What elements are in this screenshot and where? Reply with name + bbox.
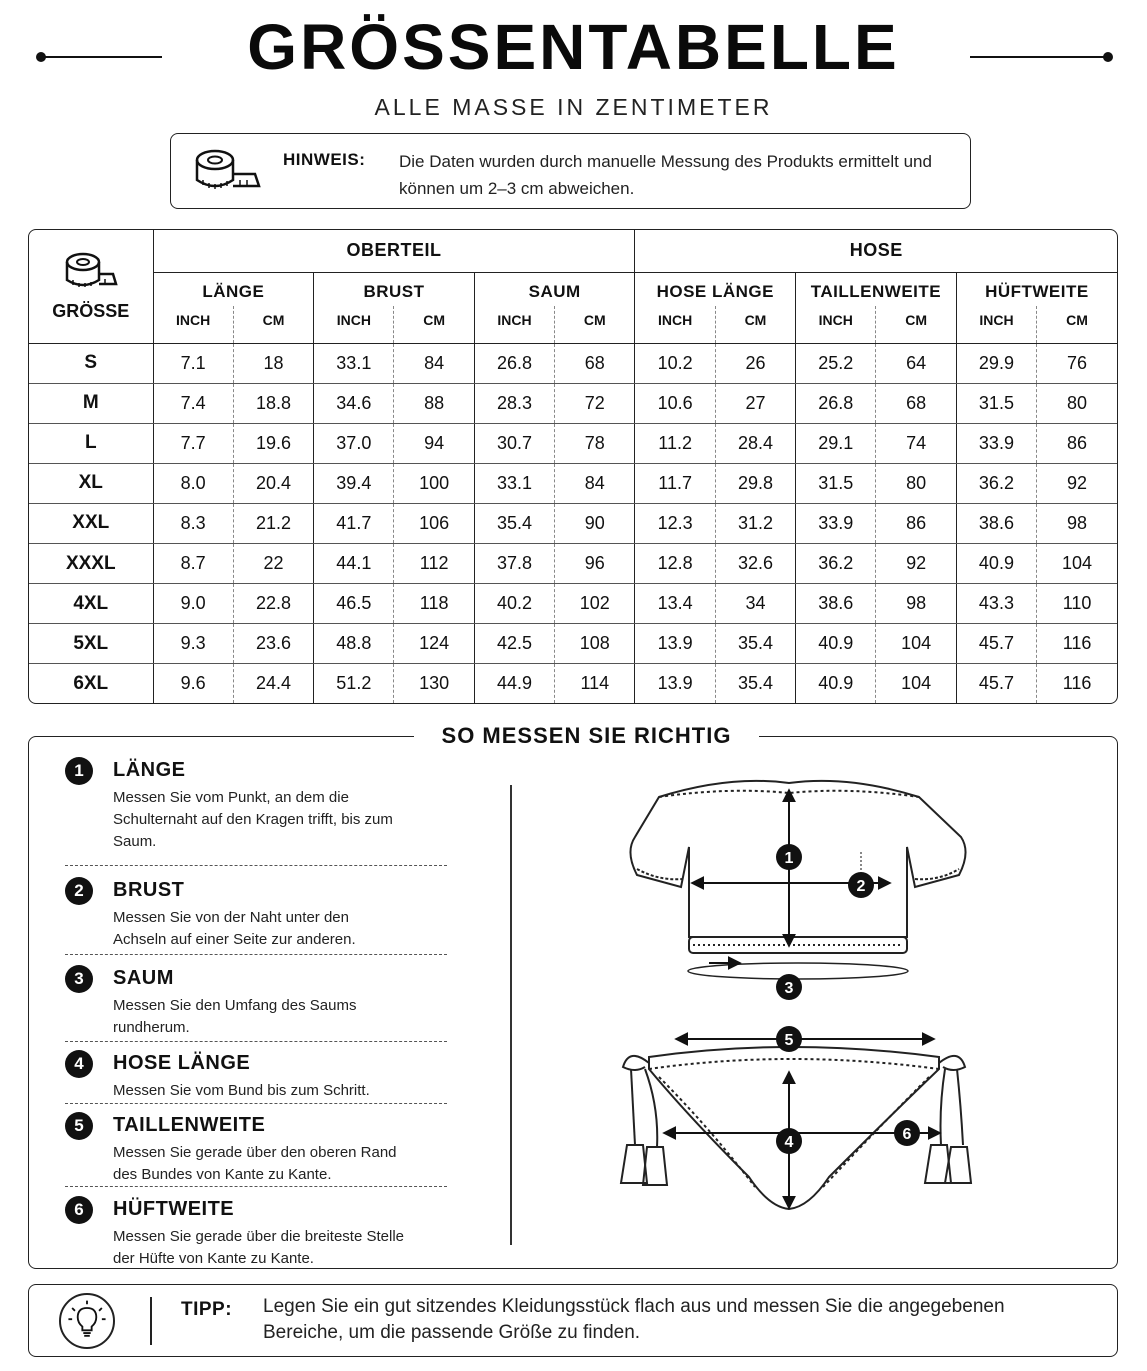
value-cell: 118 bbox=[394, 584, 474, 624]
diagram-marker-2 bbox=[848, 872, 874, 898]
value-cell: 40.9 bbox=[796, 664, 876, 703]
value-cell: 46.5 bbox=[314, 584, 394, 624]
value-cell: 40.2 bbox=[474, 584, 554, 624]
value-cell: 98 bbox=[1037, 503, 1117, 543]
value-cell: 35.4 bbox=[715, 664, 795, 703]
value-cell: 104 bbox=[876, 624, 956, 664]
table-row bbox=[29, 423, 1117, 463]
value-cell: 7.4 bbox=[153, 383, 233, 423]
value-cell: 9.0 bbox=[153, 584, 233, 624]
step-number-badge: 1 bbox=[65, 757, 93, 785]
step-title: LÄNGE bbox=[113, 759, 186, 781]
value-cell: 19.6 bbox=[233, 423, 313, 463]
group-header-oberteil: OBERTEIL bbox=[153, 230, 635, 272]
table-row bbox=[29, 584, 1117, 624]
step-number-badge: 6 bbox=[65, 1196, 93, 1224]
value-cell: 13.4 bbox=[635, 584, 715, 624]
unit-header: INCH bbox=[153, 306, 233, 343]
value-cell: 36.2 bbox=[956, 463, 1036, 503]
value-cell: 44.9 bbox=[474, 664, 554, 703]
measuring-tape-icon bbox=[63, 250, 119, 294]
tip-label: TIPP: bbox=[181, 1299, 233, 1320]
table-row bbox=[29, 383, 1117, 423]
value-cell: 104 bbox=[876, 664, 956, 703]
value-cell: 33.1 bbox=[474, 463, 554, 503]
diagram-marker-1 bbox=[776, 844, 802, 870]
value-cell: 23.6 bbox=[233, 624, 313, 664]
value-cell: 21.2 bbox=[233, 503, 313, 543]
value-cell: 13.9 bbox=[635, 624, 715, 664]
value-cell: 78 bbox=[555, 423, 635, 463]
value-cell: 114 bbox=[555, 664, 635, 703]
table-row bbox=[29, 343, 1117, 383]
unit-header: CM bbox=[1037, 306, 1117, 343]
tip-box bbox=[28, 1284, 1118, 1357]
unit-header: INCH bbox=[956, 306, 1036, 343]
step-number-badge: 4 bbox=[65, 1050, 93, 1078]
unit-header: INCH bbox=[474, 306, 554, 343]
measure-header-taillenweite: TAILLENWEITE bbox=[796, 272, 957, 306]
diagram-marker-6 bbox=[894, 1120, 920, 1146]
value-cell: 31.5 bbox=[796, 463, 876, 503]
diagram-marker-label: 5 bbox=[784, 1032, 794, 1049]
value-cell: 33.1 bbox=[314, 343, 394, 383]
value-cell: 116 bbox=[1037, 624, 1117, 664]
note-label: HINWEIS: bbox=[283, 150, 366, 169]
header-decor-line-right bbox=[970, 56, 1108, 58]
value-cell: 27 bbox=[715, 383, 795, 423]
diagram-marker-5 bbox=[776, 1026, 802, 1052]
value-cell: 24.4 bbox=[233, 664, 313, 703]
value-cell: 33.9 bbox=[796, 503, 876, 543]
step-number-badge: 5 bbox=[65, 1112, 93, 1140]
size-column-header bbox=[29, 230, 153, 343]
top-garment-drawing bbox=[630, 781, 965, 979]
unit-header: CM bbox=[715, 306, 795, 343]
value-cell: 26.8 bbox=[474, 343, 554, 383]
size-table bbox=[28, 229, 1118, 704]
size-cell: 5XL bbox=[29, 624, 153, 664]
value-cell: 42.5 bbox=[474, 624, 554, 664]
value-cell: 38.6 bbox=[796, 584, 876, 624]
unit-header: INCH bbox=[314, 306, 394, 343]
value-cell: 80 bbox=[1037, 383, 1117, 423]
value-cell: 28.4 bbox=[715, 423, 795, 463]
measure-divider bbox=[510, 785, 512, 1245]
diagram-marker-label: 1 bbox=[784, 850, 794, 867]
diagram-marker-label: 6 bbox=[902, 1126, 912, 1143]
measure-header-laenge: LÄNGE bbox=[153, 272, 314, 306]
value-cell: 45.7 bbox=[956, 664, 1036, 703]
value-cell: 40.9 bbox=[796, 624, 876, 664]
lightbulb-icon bbox=[59, 1293, 115, 1349]
measure-header-brust: BRUST bbox=[314, 272, 475, 306]
value-cell: 110 bbox=[1037, 584, 1117, 624]
header-decor-dot-right bbox=[1103, 52, 1113, 62]
value-cell: 96 bbox=[555, 543, 635, 583]
value-cell: 68 bbox=[876, 383, 956, 423]
value-cell: 37.8 bbox=[474, 543, 554, 583]
measuring-tape-icon bbox=[193, 146, 263, 196]
value-cell: 31.2 bbox=[715, 503, 795, 543]
size-cell: XXXL bbox=[29, 543, 153, 583]
value-cell: 102 bbox=[555, 584, 635, 624]
group-header-hose: HOSE bbox=[635, 230, 1117, 272]
diagram-marker-label: 2 bbox=[856, 878, 866, 895]
unit-header: INCH bbox=[796, 306, 876, 343]
value-cell: 100 bbox=[394, 463, 474, 503]
value-cell: 80 bbox=[876, 463, 956, 503]
step-title: SAUM bbox=[113, 967, 174, 989]
value-cell: 35.4 bbox=[474, 503, 554, 543]
value-cell: 8.0 bbox=[153, 463, 233, 503]
step-separator bbox=[65, 954, 447, 955]
value-cell: 130 bbox=[394, 664, 474, 703]
tip-separator bbox=[150, 1297, 152, 1345]
value-cell: 76 bbox=[1037, 343, 1117, 383]
value-cell: 10.6 bbox=[635, 383, 715, 423]
value-cell: 40.9 bbox=[956, 543, 1036, 583]
value-cell: 108 bbox=[555, 624, 635, 664]
value-cell: 7.1 bbox=[153, 343, 233, 383]
size-cell: XXL bbox=[29, 503, 153, 543]
value-cell: 86 bbox=[876, 503, 956, 543]
unit-header: CM bbox=[555, 306, 635, 343]
value-cell: 36.2 bbox=[796, 543, 876, 583]
value-cell: 18.8 bbox=[233, 383, 313, 423]
step-title: TAILLENWEITE bbox=[113, 1114, 266, 1136]
value-cell: 43.3 bbox=[956, 584, 1036, 624]
step-number-badge: 3 bbox=[65, 965, 93, 993]
value-cell: 10.2 bbox=[635, 343, 715, 383]
value-cell: 51.2 bbox=[314, 664, 394, 703]
value-cell: 33.9 bbox=[956, 423, 1036, 463]
step-separator bbox=[65, 1041, 447, 1042]
value-cell: 35.4 bbox=[715, 624, 795, 664]
diagram-marker-3 bbox=[776, 974, 802, 1000]
note-box bbox=[170, 133, 971, 209]
garment-diagram bbox=[589, 777, 1009, 1257]
step-description: Messen Sie den Umfang des Saums rundherum. bbox=[113, 997, 357, 1036]
value-cell: 20.4 bbox=[233, 463, 313, 503]
value-cell: 124 bbox=[394, 624, 474, 664]
value-cell: 37.0 bbox=[314, 423, 394, 463]
unit-header: CM bbox=[394, 306, 474, 343]
value-cell: 94 bbox=[394, 423, 474, 463]
value-cell: 8.7 bbox=[153, 543, 233, 583]
size-cell: XL bbox=[29, 463, 153, 503]
diagram-marker-4 bbox=[776, 1128, 802, 1154]
value-cell: 18 bbox=[233, 343, 313, 383]
value-cell: 28.3 bbox=[474, 383, 554, 423]
step-description: Messen Sie vom Punkt, an dem die Schulternaht auf den Kragen trifft, bis zum Saum. bbox=[113, 789, 393, 850]
value-cell: 29.1 bbox=[796, 423, 876, 463]
page-header bbox=[0, 12, 1147, 82]
value-cell: 30.7 bbox=[474, 423, 554, 463]
step-title: HÜFTWEITE bbox=[113, 1198, 235, 1220]
note-text: Die Daten wurden durch manuelle Messung des Produkts ermittelt und können um 2–3 cm abweichen. bbox=[399, 152, 932, 198]
diagram-marker-label: 3 bbox=[784, 980, 794, 997]
value-cell: 22.8 bbox=[233, 584, 313, 624]
table-row bbox=[29, 543, 1117, 583]
value-cell: 22 bbox=[233, 543, 313, 583]
value-cell: 84 bbox=[555, 463, 635, 503]
step-separator bbox=[65, 1103, 447, 1104]
table-row bbox=[29, 463, 1117, 503]
value-cell: 104 bbox=[1037, 543, 1117, 583]
size-cell: S bbox=[29, 343, 153, 383]
value-cell: 26 bbox=[715, 343, 795, 383]
step-description: Messen Sie von der Naht unter den Achseln auf einer Seite zur anderen. bbox=[113, 909, 356, 948]
value-cell: 26.8 bbox=[796, 383, 876, 423]
size-cell: M bbox=[29, 383, 153, 423]
measure-header-hueftweite: HÜFTWEITE bbox=[985, 282, 1089, 302]
value-cell: 38.6 bbox=[956, 503, 1036, 543]
value-cell: 116 bbox=[1062, 673, 1092, 694]
value-cell: 12.8 bbox=[635, 543, 715, 583]
size-header-label: GRÖSSE bbox=[52, 300, 130, 321]
value-cell: 9.6 bbox=[153, 664, 233, 703]
value-cell: 84 bbox=[394, 343, 474, 383]
step-number-badge: 2 bbox=[65, 877, 93, 905]
value-cell: 12.3 bbox=[635, 503, 715, 543]
value-cell: 86 bbox=[1037, 423, 1117, 463]
value-cell: 92 bbox=[876, 543, 956, 583]
value-cell: 13.9 bbox=[635, 664, 715, 703]
value-cell: 11.2 bbox=[635, 423, 715, 463]
measure-guide-title: SO MESSEN SIE RICHTIG bbox=[414, 721, 759, 751]
value-cell: 68 bbox=[555, 343, 635, 383]
value-cell: 32.6 bbox=[715, 543, 795, 583]
size-cell: 4XL bbox=[29, 584, 153, 624]
value-cell: 41.7 bbox=[314, 503, 394, 543]
value-cell: 92 bbox=[1037, 463, 1117, 503]
tip-text: Legen Sie ein gut sitzendes Kleidungsstück flach aus und messen Sie die angegebenen Bereiche, um die passende Größe zu finden. bbox=[263, 1296, 1005, 1343]
value-cell: 8.3 bbox=[153, 503, 233, 543]
step-description: Messen Sie gerade über die breiteste Stelle der Hüfte von Kante zu Kante. bbox=[113, 1228, 405, 1267]
step-separator bbox=[65, 865, 447, 866]
value-cell: 34.6 bbox=[314, 383, 394, 423]
value-cell: 29.9 bbox=[956, 343, 1036, 383]
step-description: Messen Sie vom Bund bis zum Schritt. bbox=[113, 1082, 370, 1099]
table-row bbox=[29, 664, 1117, 703]
unit-header: CM bbox=[233, 306, 313, 343]
value-cell: 72 bbox=[555, 383, 635, 423]
unit-header: INCH bbox=[635, 306, 715, 343]
value-cell: 11.7 bbox=[635, 463, 715, 503]
measure-header-saum: SAUM bbox=[474, 272, 635, 306]
table-row bbox=[29, 624, 1117, 664]
diagram-marker-label: 4 bbox=[784, 1134, 794, 1151]
size-cell: 6XL bbox=[29, 664, 153, 703]
size-cell: L bbox=[29, 423, 153, 463]
value-cell: 7.7 bbox=[153, 423, 233, 463]
value-cell: 25.2 bbox=[796, 343, 876, 383]
value-cell: 39.4 bbox=[314, 463, 394, 503]
value-cell: 74 bbox=[876, 423, 956, 463]
step-separator bbox=[65, 1186, 447, 1187]
value-cell: 90 bbox=[555, 503, 635, 543]
step-title: BRUST bbox=[113, 879, 185, 901]
step-description: Messen Sie gerade über den oberen Rand des Bundes von Kante zu Kante. bbox=[113, 1144, 397, 1183]
value-cell: 31.5 bbox=[956, 383, 1036, 423]
value-cell: 98 bbox=[876, 584, 956, 624]
value-cell: 45.7 bbox=[956, 624, 1036, 664]
value-cell: 88 bbox=[394, 383, 474, 423]
value-cell: 34 bbox=[715, 584, 795, 624]
page-subtitle: ALLE MASSE IN ZENTIMETER bbox=[374, 94, 773, 120]
value-cell: 112 bbox=[394, 543, 474, 583]
measure-header-hose-laenge: HOSE LÄNGE bbox=[635, 272, 796, 306]
value-cell: 9.3 bbox=[153, 624, 233, 664]
value-cell: 106 bbox=[394, 503, 474, 543]
page-title: GRÖSSENTABELLE bbox=[247, 11, 900, 83]
measure-guide bbox=[28, 723, 1118, 1269]
table-row bbox=[29, 503, 1117, 543]
value-cell: 44.1 bbox=[314, 543, 394, 583]
unit-header: CM bbox=[876, 306, 956, 343]
value-cell: 29.8 bbox=[715, 463, 795, 503]
value-cell: 48.8 bbox=[314, 624, 394, 664]
step-title: HOSE LÄNGE bbox=[113, 1052, 251, 1074]
value-cell: 64 bbox=[876, 343, 956, 383]
